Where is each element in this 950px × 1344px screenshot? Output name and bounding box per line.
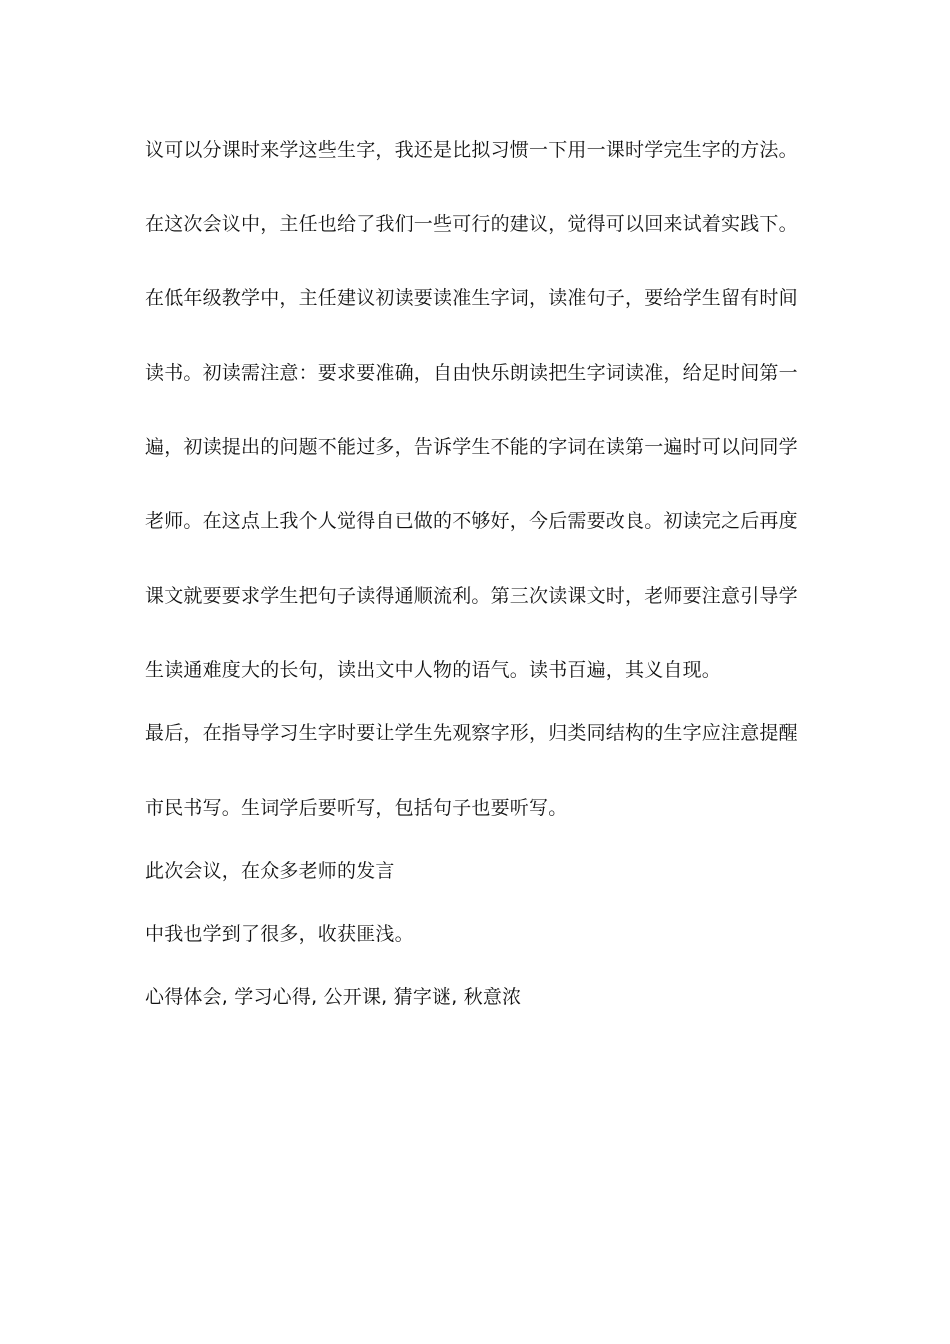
body-text-line: 中我也学到了很多，收获匪浅。	[145, 923, 414, 945]
body-text-line: 在低年级教学中，主任建议初读要读准生字词，读准句子，要给学生留有时间	[145, 287, 798, 309]
body-text-line: 在这次会议中，主任也给了我们一些可行的建议，觉得可以回来试着实践下。	[145, 213, 798, 235]
body-text-line: 此次会议，在众多老师的发言	[145, 860, 395, 882]
body-text-line: 老师。在这点上我个人觉得自已做的不够好，今后需要改良。初读完之后再度	[145, 510, 798, 532]
body-text-line: 课文就要要求学生把句子读得通顺流利。第三次读课文时，老师要注意引导学	[145, 585, 798, 607]
body-text-line: 最后，在指导学习生字时要让学生先观察字形，归类同结构的生字应注意提醒	[145, 722, 798, 744]
body-text-line: 生读通难度大的长句，读出文中人物的语气。读书百遍，其义自现。	[145, 659, 722, 681]
body-text-line: 议可以分课时来学这些生字，我还是比拟习惯一下用一课时学完生字的方法。	[145, 139, 798, 161]
body-text-line: 市民书写。生词学后要听写，包括句子也要听写。	[145, 797, 568, 819]
body-text-line: 读书。初读需注意：要求要准确，自由快乐朗读把生字词读准，给足时间第一	[145, 362, 798, 384]
body-text-line: 遍，初读提出的问题不能过多，告诉学生不能的字词在读第一遍时可以问同学	[145, 436, 798, 458]
keywords-line: 心得体会, 学习心得, 公开课, 猜字谜, 秋意浓	[145, 986, 522, 1008]
